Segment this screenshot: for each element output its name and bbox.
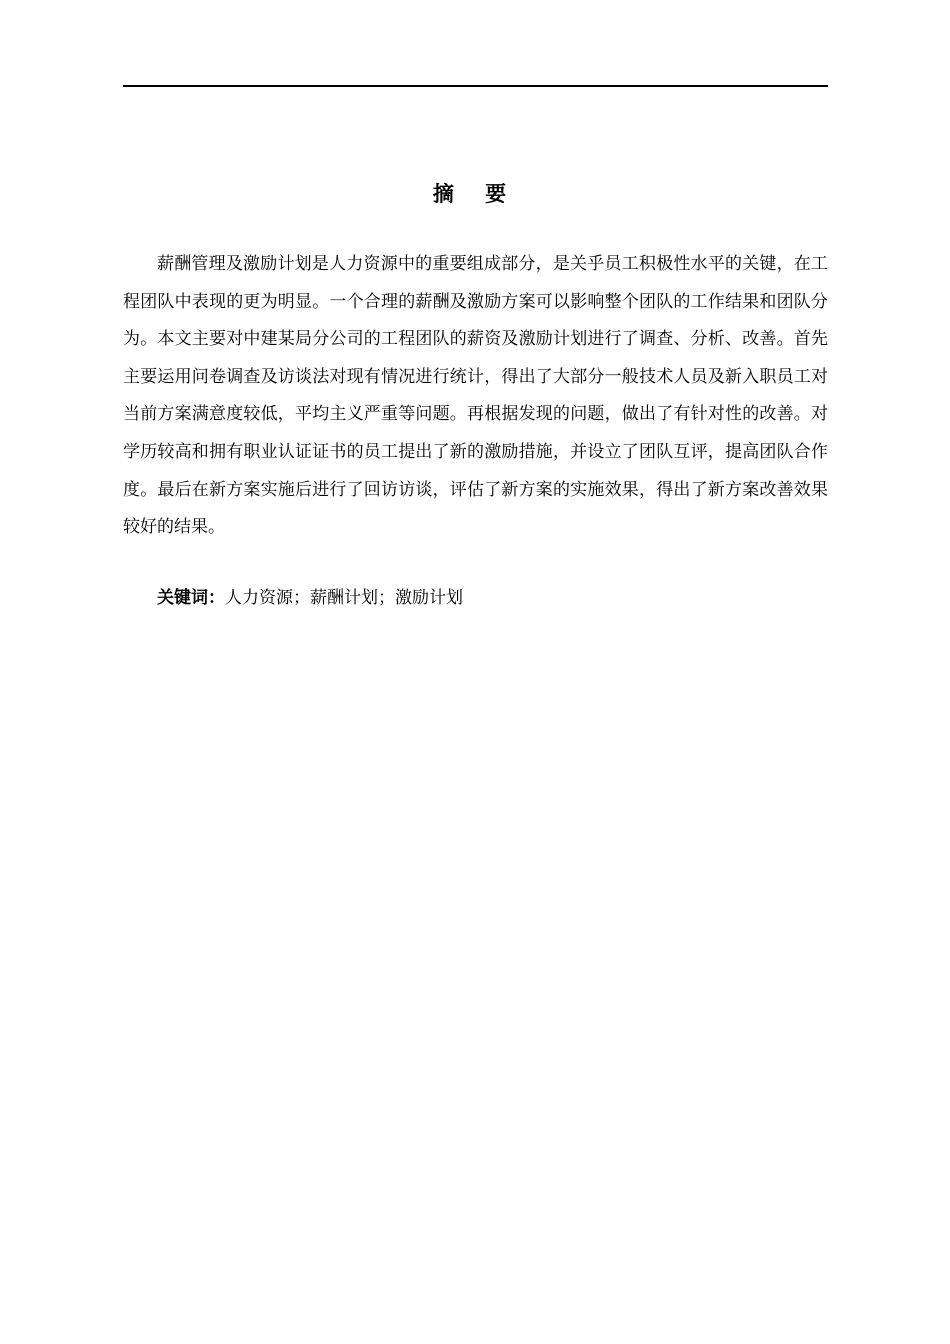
keywords-value: 人力资源；薪酬计划；激励计划	[225, 588, 463, 608]
abstract-title: 摘 要	[432, 182, 519, 206]
keywords-line	[123, 583, 828, 613]
keywords-label: 关键词：	[157, 588, 225, 608]
abstract-body: 薪酬管理及激励计划是人力资源中的重要组成部分，是关乎员工积极性水平的关键，在工程团队中表现的更为明显。一个合理的薪酬及激励方案可以影响整个团队的工作结果和团队分为。本文主要对中建某局分公司的工程团队的薪资及激励计划进行了调查、分析、改善。首先主要运用问卷调查及访谈法对现有情况进行统计，得出了大部分一般技术人员及新入职员工对当前方案满意度较低，平均主义严重等问题。再根据发现的问题，做出了有针对性的改善。对学历较高和拥有职业认证证书的员工提出了新的激励措施，并设立了团队互评，提高团队合作度。最后在新方案实施后进行了回访访谈，评估了新方案的实施效果，得出了新方案改善效果较好的结果。	[123, 254, 828, 538]
header-rule	[123, 85, 828, 87]
